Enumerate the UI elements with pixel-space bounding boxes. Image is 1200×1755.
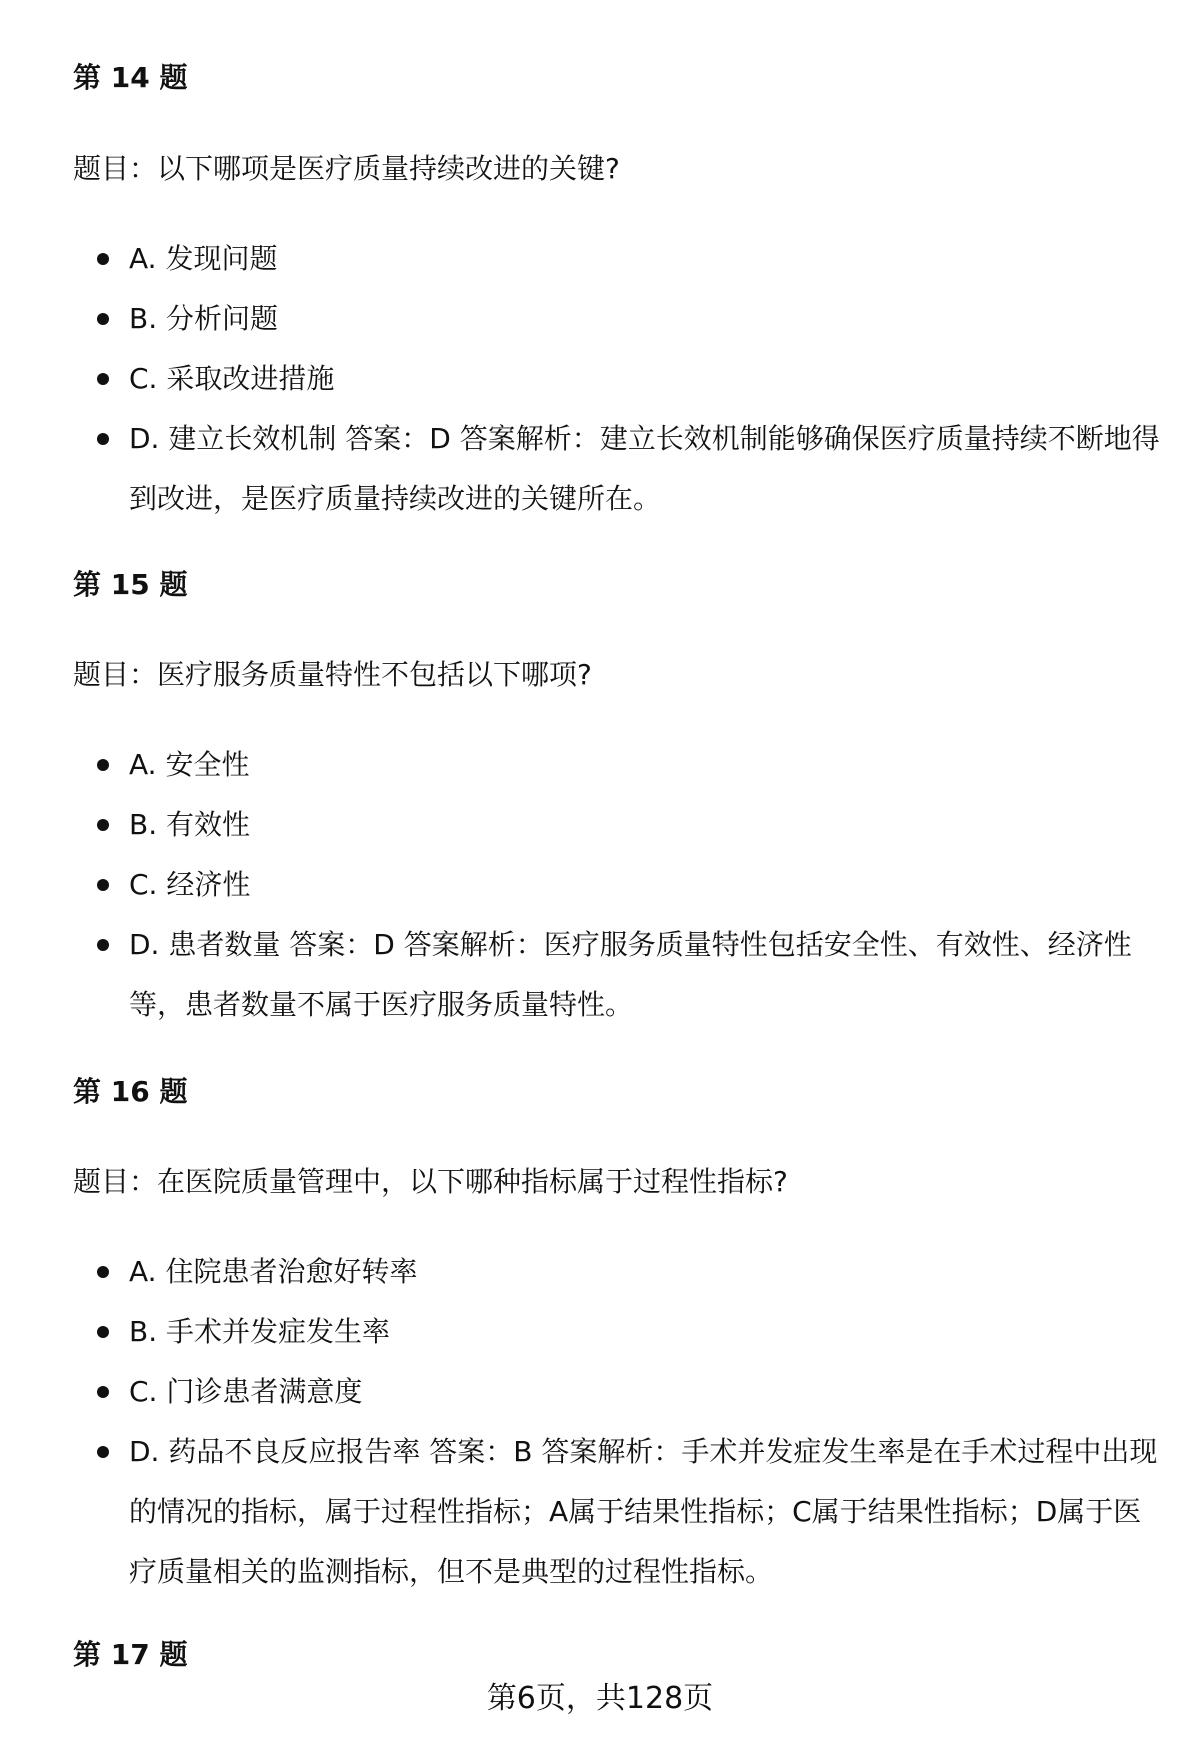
option-item: C. 门诊患者满意度 [129,1375,363,1408]
option-item: B. 分析问题 [129,302,279,335]
option-item-with-answer: D. 患者数量 答案：D 答案解析：医疗服务质量特性包括安全性、有效性、经济性等，患者数量不属于医疗服务质量特性。 [129,928,1132,1021]
option-item: C. 采取改进措施 [129,362,335,395]
bullet-icon [97,1386,109,1398]
bullet-icon [97,819,109,831]
question-heading: 第 16 题 [73,1075,188,1108]
bullet-icon [97,313,109,325]
question-stem: 题目：在医院质量管理中，以下哪种指标属于过程性指标? [73,1165,788,1198]
question-stem: 题目：以下哪项是医疗质量持续改进的关键? [73,152,620,185]
bullet-icon [97,253,109,265]
bullet-icon [97,939,109,951]
option-item: A. 发现问题 [129,242,278,275]
option-item: A. 住院患者治愈好转率 [129,1255,418,1288]
bullet-icon [97,373,109,385]
question-heading: 第 15 题 [73,568,188,601]
bullet-icon [97,1326,109,1338]
option-item-with-answer: D. 建立长效机制 答案：D 答案解析：建立长效机制能够确保医疗质量持续不断地得到改进，是医疗质量持续改进的关键所在。 [129,422,1160,515]
bullet-icon [97,1266,109,1278]
bullet-icon [97,1446,109,1458]
page-number: 第6页，共128页 [486,1681,714,1716]
option-item: C. 经济性 [129,868,251,901]
bullet-icon [97,433,109,445]
bullet-icon [97,879,109,891]
option-item: B. 有效性 [129,808,251,841]
bullet-icon [97,759,109,771]
question-stem: 题目：医疗服务质量特性不包括以下哪项? [73,658,592,691]
question-heading: 第 17 题 [73,1638,188,1671]
option-item-with-answer: D. 药品不良反应报告率 答案：B 答案解析：手术并发症发生率是在手术过程中出现的情况的指标，属于过程性指标；A属于结果性指标；C属于结果性指标；D属于医疗质量相关的监测指标，但不是典型的过程性指标。 [129,1435,1158,1588]
question-heading: 第 14 题 [73,61,188,94]
option-item: B. 手术并发症发生率 [129,1315,391,1348]
option-item: A. 安全性 [129,748,250,781]
